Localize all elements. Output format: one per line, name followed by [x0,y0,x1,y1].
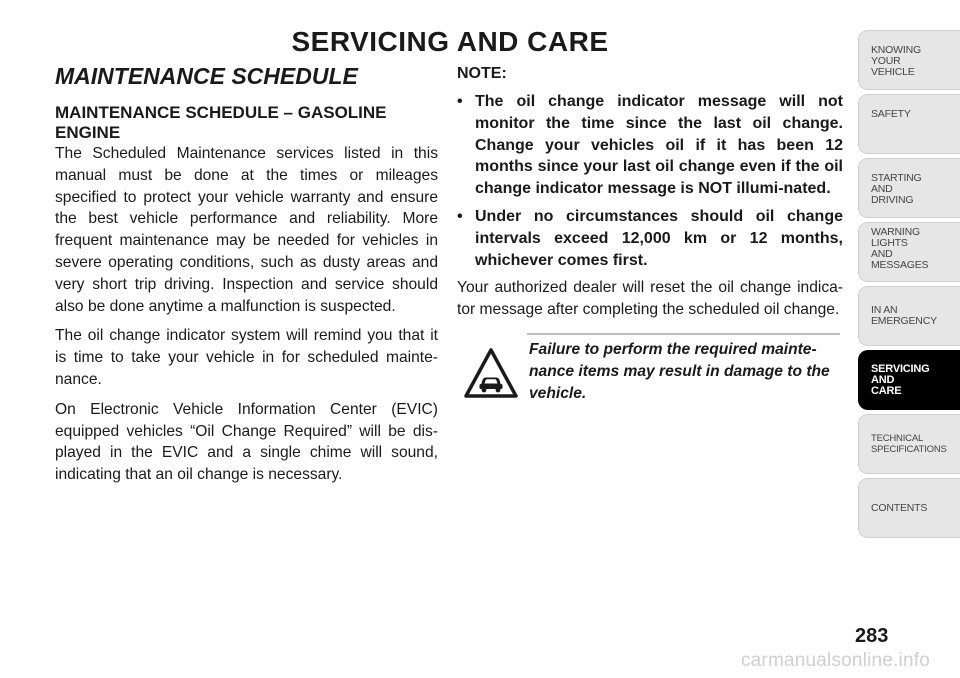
page-title: SERVICING AND CARE [291,26,609,57]
tab-safety[interactable]: SAFETY [858,94,960,154]
chapter-tabs [858,30,960,542]
paragraph-3: On Electronic Vehicle Information Center (EVIC) equipped vehicles “Oil Change Required” will be dis-played in the EVIC and a single chime will sound, indicating that an oil change is necessary. [55,400,438,484]
page-number: 283 [855,625,889,647]
caution-car-triangle-icon [463,347,519,399]
paragraph-1: The Scheduled Maintenance services listed in this manual must be done at the times or mileages specified to protect your vehicle warranty and ensure the best vehicle performance and reliability. More frequent maintenance may be needed for vehicles in severe operating conditions, such as dusty areas and very short trip driving. Inspection and service should also be done anytime a malfunction is suspected. [55,145,438,315]
warning-divider [527,333,840,335]
subsection-heading: MAINTENANCE SCHEDULE – GASOLINE ENGINE [55,103,387,142]
section-heading: MAINTENANCE SCHEDULE [55,63,358,89]
tab-starting-and-driving[interactable]: STARTING AND DRIVING [858,158,960,218]
note-bullet-2: • Under no circumstances should oil change intervals exceed 12,000 km or 12 months, whichever comes first. [457,206,843,271]
note-bullet-1: • The oil change indicator message will not monitor the time since the last oil change. Change your vehicles oil if it has been 12 months since your last oil change even if the oil change indicator message is NOT illumi-nated. [457,91,843,200]
tab-contents[interactable]: CONTENTS [858,478,960,538]
tab-knowing-your-vehicle[interactable]: KNOWING YOUR VEHICLE [858,30,960,90]
paragraph-2: The oil change indicator system will remind you that it is time to take your vehicle in for scheduled mainte-nance. [55,327,438,388]
watermark: carmanualsonline.info [740,650,930,671]
note-label: NOTE: [457,65,507,82]
tab-technical-specifications[interactable]: TECHNICAL SPECIFICATIONS [858,414,960,474]
warning-text: Failure to perform the required mainte-nance items may result in damage to the vehicle. [529,340,830,402]
note-bullet-list [457,91,843,271]
tab-warning-lights-and-messages[interactable]: WARNING LIGHTS AND MESSAGES [858,222,960,282]
warning-box [457,333,843,423]
right-column [457,62,843,423]
tab-servicing-and-care[interactable]: SERVICING AND CARE [858,350,960,410]
reset-paragraph: Your authorized dealer will reset the oil change indica-tor message after completing the scheduled oil change. [457,279,843,319]
left-column [55,62,438,494]
tab-in-an-emergency[interactable]: IN AN EMERGENCY [858,286,960,346]
